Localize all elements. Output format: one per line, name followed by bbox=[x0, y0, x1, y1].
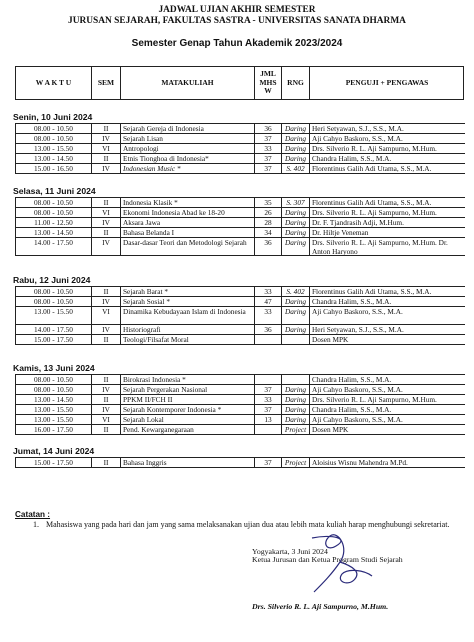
exam-student-count: 36 bbox=[255, 124, 282, 133]
exam-student-count: 13 bbox=[255, 415, 282, 424]
table-row bbox=[16, 124, 465, 134]
exam-course: Sejarah Sosial * bbox=[121, 297, 255, 306]
exam-examiner: Dr. Hiltje Veneman bbox=[312, 228, 369, 237]
exam-examiner: Dosen MPK bbox=[312, 425, 349, 434]
catatan-number: 1. bbox=[33, 520, 39, 529]
exam-student-count bbox=[255, 335, 282, 344]
day-heading: Senin, 10 Juni 2024 bbox=[13, 112, 93, 122]
exam-course: Birokrasi Indonesia * bbox=[121, 375, 255, 384]
exam-semester: VI bbox=[92, 415, 121, 424]
exam-student-count: 36 bbox=[255, 238, 282, 255]
exam-time: 13.00 - 15.50 bbox=[16, 415, 92, 424]
exam-time: 08.00 - 10.50 bbox=[16, 287, 92, 296]
exam-course: Sejarah Kontemporer Indonesia * bbox=[121, 405, 255, 414]
exam-semester: VI bbox=[92, 144, 121, 153]
exam-student-count: 33 bbox=[255, 287, 282, 296]
col-penguji: PENGUJI + PENGAWAS bbox=[345, 77, 429, 87]
table-row bbox=[16, 238, 465, 256]
exam-semester: VI bbox=[92, 208, 121, 217]
exam-student-count: 34 bbox=[255, 228, 282, 237]
exam-room: Daring bbox=[282, 144, 310, 153]
exam-room: Daring bbox=[282, 228, 310, 237]
handwritten-signature bbox=[292, 532, 382, 602]
exam-room: Daring bbox=[282, 405, 310, 414]
exam-time: 08.00 - 10.50 bbox=[16, 208, 92, 217]
exam-semester: II bbox=[92, 154, 121, 163]
exam-room: Daring bbox=[282, 307, 310, 324]
exam-semester: IV bbox=[92, 385, 121, 394]
exam-semester: II bbox=[92, 287, 121, 296]
exam-course: Sejarah Lokal bbox=[121, 415, 255, 424]
exam-examiner: Florentinus Galih Adi Utama, S.S., M.A. bbox=[312, 287, 432, 296]
exam-time: 13.00 - 15.50 bbox=[16, 307, 92, 324]
exam-examiner: Chandra Halim, S.S., M.A. bbox=[312, 375, 392, 384]
doc-title: JADWAL UJIAN AKHIR SEMESTER bbox=[158, 5, 316, 15]
exam-semester: IV bbox=[92, 238, 121, 255]
table-row bbox=[16, 287, 465, 297]
exam-examiner: Drs. Silverio R. L. Aji Sampurno, M.Hum. bbox=[312, 144, 437, 153]
exam-room: Daring bbox=[282, 124, 310, 133]
exam-time: 13.00 - 14.50 bbox=[16, 154, 92, 163]
exam-course: Sejarah Gereja di Indonesia bbox=[121, 124, 255, 133]
exam-room: Daring bbox=[282, 238, 310, 255]
col-waktu: W A K T U bbox=[16, 67, 92, 99]
table-row bbox=[16, 208, 465, 218]
exam-semester: II bbox=[92, 335, 121, 344]
exam-room: Daring bbox=[282, 297, 310, 306]
exam-examiner: Drs. Silverio R. L. Aji Sampurno, M.Hum. Dr. Anton Haryono bbox=[312, 238, 448, 255]
day-table bbox=[15, 197, 465, 256]
table-row bbox=[16, 395, 465, 405]
exam-course: Ekonomi Indonesia Abad ke 18-20 bbox=[121, 208, 255, 217]
table-row bbox=[16, 335, 465, 345]
exam-student-count: 26 bbox=[255, 208, 282, 217]
exam-room: Daring bbox=[282, 325, 310, 334]
exam-examiner: Dr. F. Tjandrasih Adji, M.Hum. bbox=[312, 218, 404, 227]
exam-room: Project bbox=[282, 458, 310, 467]
exam-examiner: Florentinus Galih Adi Utama, S.S., M.A. bbox=[312, 198, 432, 207]
exam-course: Bahasa Inggris bbox=[121, 458, 255, 467]
day-heading: Kamis, 13 Juni 2024 bbox=[13, 363, 95, 373]
col-jml-mhs: JML MHS W bbox=[255, 67, 282, 99]
day-heading: Selasa, 11 Juni 2024 bbox=[13, 186, 96, 196]
exam-student-count: 37 bbox=[255, 385, 282, 394]
exam-examiner: Aji Cahyo Baskoro, S.S., M.A. bbox=[312, 385, 403, 394]
exam-time: 14.00 - 17.50 bbox=[16, 325, 92, 334]
exam-time: 08.00 - 10.50 bbox=[16, 375, 92, 384]
exam-student-count: 36 bbox=[255, 325, 282, 334]
table-row bbox=[16, 415, 465, 425]
exam-examiner: Aji Cahyo Baskoro, S.S., M.A. bbox=[312, 307, 403, 316]
exam-time: 13.00 - 15.50 bbox=[16, 405, 92, 414]
exam-examiner: Chandra Halim, S.S., M.A. bbox=[312, 297, 392, 306]
exam-course: PPKM II/FCH II bbox=[121, 395, 255, 404]
exam-room bbox=[282, 335, 310, 344]
col-matakuliah: MATAKULIAH bbox=[121, 67, 255, 99]
exam-semester: IV bbox=[92, 297, 121, 306]
exam-course: Bahasa Belanda I bbox=[121, 228, 255, 237]
table-row bbox=[16, 218, 465, 228]
exam-semester: II bbox=[92, 458, 121, 467]
day-heading: Jumat, 14 Juni 2024 bbox=[13, 446, 95, 456]
table-row bbox=[16, 325, 465, 335]
table-row bbox=[16, 307, 465, 325]
exam-student-count: 35 bbox=[255, 198, 282, 207]
exam-student-count: 37 bbox=[255, 134, 282, 143]
col-sem: SEM bbox=[92, 67, 121, 99]
exam-time: 15.00 - 17.50 bbox=[16, 458, 92, 467]
exam-course: Antropologi bbox=[121, 144, 255, 153]
exam-room: Daring bbox=[282, 395, 310, 404]
table-row bbox=[16, 164, 465, 174]
table-row bbox=[16, 154, 465, 164]
exam-time: 13.00 - 14.50 bbox=[16, 228, 92, 237]
exam-room: Daring bbox=[282, 385, 310, 394]
exam-room: Daring bbox=[282, 134, 310, 143]
exam-student-count: 33 bbox=[255, 144, 282, 153]
day-heading: Rabu, 12 Juni 2024 bbox=[13, 275, 91, 285]
exam-student-count: 37 bbox=[255, 154, 282, 163]
table-row bbox=[16, 228, 465, 238]
exam-course: Indonesian Music * bbox=[121, 164, 255, 173]
exam-time: 08.00 - 10.50 bbox=[16, 134, 92, 143]
exam-examiner: Florentinus Galih Adi Utama, S.S., M.A. bbox=[312, 164, 432, 173]
exam-student-count: 47 bbox=[255, 297, 282, 306]
signature-role: Ketua Jurusan dan Ketua Program Studi Sejarah bbox=[252, 555, 403, 564]
catatan-text: Mahasiswa yang pada hari dan jam yang sama melaksanakan ujian dua atau lebih mata kuliah harap menghubungi sekretariat. bbox=[46, 520, 450, 529]
signature-name: Drs. Silverio R. L. Aji Sampurno, M.Hum. bbox=[252, 602, 389, 611]
doc-subtitle: JURUSAN SEJARAH, FAKULTAS SASTRA - UNIVERSITAS SANATA DHARMA bbox=[68, 16, 406, 26]
exam-examiner: Chandra Halim, S.S., M.A. bbox=[312, 405, 392, 414]
exam-student-count: 33 bbox=[255, 395, 282, 404]
day-table bbox=[15, 123, 465, 174]
exam-semester: IV bbox=[92, 325, 121, 334]
exam-time: 13.00 - 14.50 bbox=[16, 395, 92, 404]
exam-examiner: Chandra Halim, S.S., M.A. bbox=[312, 154, 392, 163]
exam-room: S. 402 bbox=[282, 287, 310, 296]
day-table bbox=[15, 374, 465, 435]
day-table bbox=[15, 286, 465, 345]
exam-time: 11.00 - 12.50 bbox=[16, 218, 92, 227]
day-table bbox=[15, 457, 465, 468]
table-row bbox=[16, 425, 465, 435]
signature-date: Yogyakarta, 3 Juni 2024 bbox=[252, 547, 328, 556]
exam-room: Daring bbox=[282, 415, 310, 424]
table-row bbox=[16, 297, 465, 307]
exam-semester: IV bbox=[92, 405, 121, 414]
exam-course: Pend. Kewarganegaraan bbox=[121, 425, 255, 434]
exam-student-count: 37 bbox=[255, 164, 282, 173]
exam-course: Etnis Tionghoa di Indonesia* bbox=[121, 154, 255, 163]
exam-time: 08.00 - 10.50 bbox=[16, 198, 92, 207]
exam-examiner: Aji Cahyo Baskoro, S.S., M.A. bbox=[312, 415, 403, 424]
exam-room: Daring bbox=[282, 218, 310, 227]
exam-course: Sejarah Pergerakan Nasional bbox=[121, 385, 255, 394]
table-row bbox=[16, 375, 465, 385]
exam-semester: II bbox=[92, 198, 121, 207]
exam-time: 15.00 - 17.50 bbox=[16, 335, 92, 344]
exam-semester: II bbox=[92, 124, 121, 133]
table-row bbox=[16, 144, 465, 154]
exam-course: Sejarah Lisan bbox=[121, 134, 255, 143]
exam-room: S. 402 bbox=[282, 164, 310, 173]
exam-student-count: 28 bbox=[255, 218, 282, 227]
exam-examiner: Heri Setyawan, S.J., S.S., M.A. bbox=[312, 124, 404, 133]
table-row bbox=[16, 385, 465, 395]
exam-time: 08.00 - 10.50 bbox=[16, 385, 92, 394]
catatan-label: Catatan : bbox=[15, 510, 51, 519]
exam-time: 08.00 - 10.50 bbox=[16, 297, 92, 306]
exam-time: 08.00 - 10.50 bbox=[16, 124, 92, 133]
col-rng: RNG bbox=[282, 67, 310, 99]
exam-time: 14.00 - 17.50 bbox=[16, 238, 92, 255]
exam-time: 13.00 - 15.50 bbox=[16, 144, 92, 153]
semester-title: Semester Genap Tahun Akademik 2023/2024 bbox=[131, 38, 343, 49]
exam-room bbox=[282, 375, 310, 384]
exam-student-count bbox=[255, 425, 282, 434]
exam-course: Sejarah Barat * bbox=[121, 287, 255, 296]
exam-semester: IV bbox=[92, 134, 121, 143]
exam-examiner: Aji Cahyo Baskoro, S.S., M.A. bbox=[312, 134, 403, 143]
exam-examiner: Drs. Silverio R. L. Aji Sampurno, M.Hum. bbox=[312, 208, 437, 217]
exam-time: 15.00 - 16.50 bbox=[16, 164, 92, 173]
exam-course: Dinamika Kebudayaan Islam di Indonesia bbox=[121, 307, 255, 324]
exam-student-count: 37 bbox=[255, 405, 282, 414]
table-row bbox=[16, 405, 465, 415]
exam-student-count bbox=[255, 375, 282, 384]
exam-room: Daring bbox=[282, 154, 310, 163]
exam-semester: II bbox=[92, 395, 121, 404]
exam-semester: II bbox=[92, 425, 121, 434]
exam-course: Indonesia Klasik * bbox=[121, 198, 255, 207]
exam-course: Historiografi bbox=[121, 325, 255, 334]
exam-semester: IV bbox=[92, 218, 121, 227]
exam-student-count: 37 bbox=[255, 458, 282, 467]
exam-semester: IV bbox=[92, 164, 121, 173]
exam-semester: II bbox=[92, 228, 121, 237]
exam-course: Teologi/Filsafat Moral bbox=[121, 335, 255, 344]
exam-time: 16.00 - 17.50 bbox=[16, 425, 92, 434]
table-header bbox=[15, 66, 464, 100]
exam-room: S. 307 bbox=[282, 198, 310, 207]
table-row bbox=[16, 134, 465, 144]
exam-course: Aksara Jawa bbox=[121, 218, 255, 227]
exam-examiner: Aloisius Wisnu Mahendra M.Pd. bbox=[312, 458, 408, 467]
exam-semester: II bbox=[92, 375, 121, 384]
exam-room: Project bbox=[282, 425, 310, 434]
exam-semester: VI bbox=[92, 307, 121, 324]
table-row bbox=[16, 198, 465, 208]
exam-course: Dasar-dasar Teori dan Metodologi Sejarah bbox=[121, 238, 255, 255]
exam-examiner: Drs. Silverio R. L. Aji Sampurno, M.Hum. bbox=[312, 395, 437, 404]
exam-room: Daring bbox=[282, 208, 310, 217]
table-row bbox=[16, 458, 465, 468]
exam-examiner: Dosen MPK bbox=[312, 335, 349, 344]
exam-examiner: Heri Setyawan, S.J., S.S., M.A. bbox=[312, 325, 404, 334]
exam-student-count: 33 bbox=[255, 307, 282, 324]
